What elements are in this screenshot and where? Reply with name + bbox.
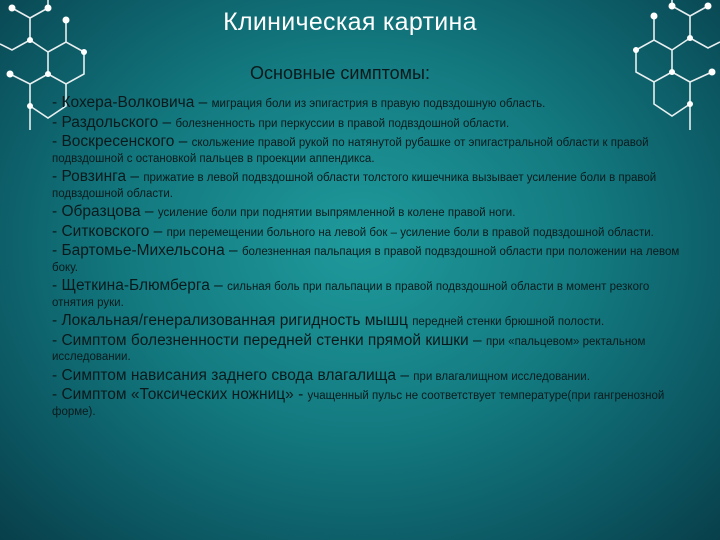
symptom-item	[52, 366, 682, 385]
symptom-description: усиление боли при поднятии выпрямленной в колене правой ноги.	[157, 207, 516, 219]
symptom-item	[52, 331, 682, 365]
symptom-item	[52, 205, 682, 221]
symptom-description: передней стенки брюшной полости.	[412, 316, 605, 328]
symptom-description: болезненность при перкуссии в правой подвздошной области.	[175, 117, 510, 130]
symptom-name: - Симптом болезненности передней стенки прямой кишки –	[52, 331, 486, 349]
symptom-description: скольжение правой рукой по натянутой рубашке от эпигастральной области к правой подвздошной с остановкой пальцев в проекции аппендикса.	[52, 137, 649, 165]
symptom-item	[52, 222, 682, 241]
symptom-description: болезненная пальпация в правой подвздошной области при положении на левом боку.	[52, 246, 680, 274]
slide-title: Клиническая картина	[223, 8, 477, 36]
symptom-name: - Воскресенского –	[52, 133, 192, 150]
symptom-item	[52, 170, 682, 201]
symptom-list	[52, 96, 682, 420]
symptom-item	[52, 279, 682, 310]
symptom-item	[52, 135, 682, 166]
symptom-description: миграция боли из эпигастрия в правую подвздошную область.	[211, 98, 546, 110]
symptom-item	[52, 96, 682, 112]
symptom-name: - Симптом нависания заднего свода влагалища –	[52, 366, 414, 384]
symptom-description: при перемещении больного на левой бок – усиление боли в правой подвздошной области.	[166, 226, 654, 239]
symptom-description: прижатие в левой подвздошной области толстого кишечника вызывает усиление боли в правой подвздошной области.	[52, 172, 657, 200]
symptom-name: - Бартомье-Михельсона –	[52, 242, 242, 259]
symptom-name: - Симптом «Токсических ножниц» -	[52, 386, 308, 403]
symptom-name: - Щеткина-Блюмберга –	[52, 277, 228, 294]
symptom-name: - Локальная/генерализованная ригидность мышц	[52, 312, 413, 329]
symptom-description: при «пальцевом» ректальном исследовании.	[52, 335, 646, 363]
symptom-description: сильная боль при пальпации в правой подвздошной области в момент резкого отнятия руки.	[52, 281, 650, 309]
slide-subtitle: Основные симптомы:	[250, 63, 430, 83]
symptom-name: - Образцова –	[52, 203, 158, 220]
symptom-name: - Ситковского –	[52, 222, 167, 240]
symptom-item	[52, 244, 682, 275]
symptom-item	[52, 314, 682, 330]
symptom-name: - Кохера-Волковича –	[52, 94, 212, 111]
symptom-name: - Раздольского –	[52, 113, 176, 131]
symptom-item	[52, 113, 682, 132]
symptom-description: учащенный пульс не соответствует температуре(при гангренозной форме).	[52, 390, 665, 418]
symptom-item	[52, 388, 682, 419]
symptom-description: при влагалищном исследовании.	[413, 370, 590, 383]
symptom-name: - Ровзинга –	[52, 168, 144, 185]
